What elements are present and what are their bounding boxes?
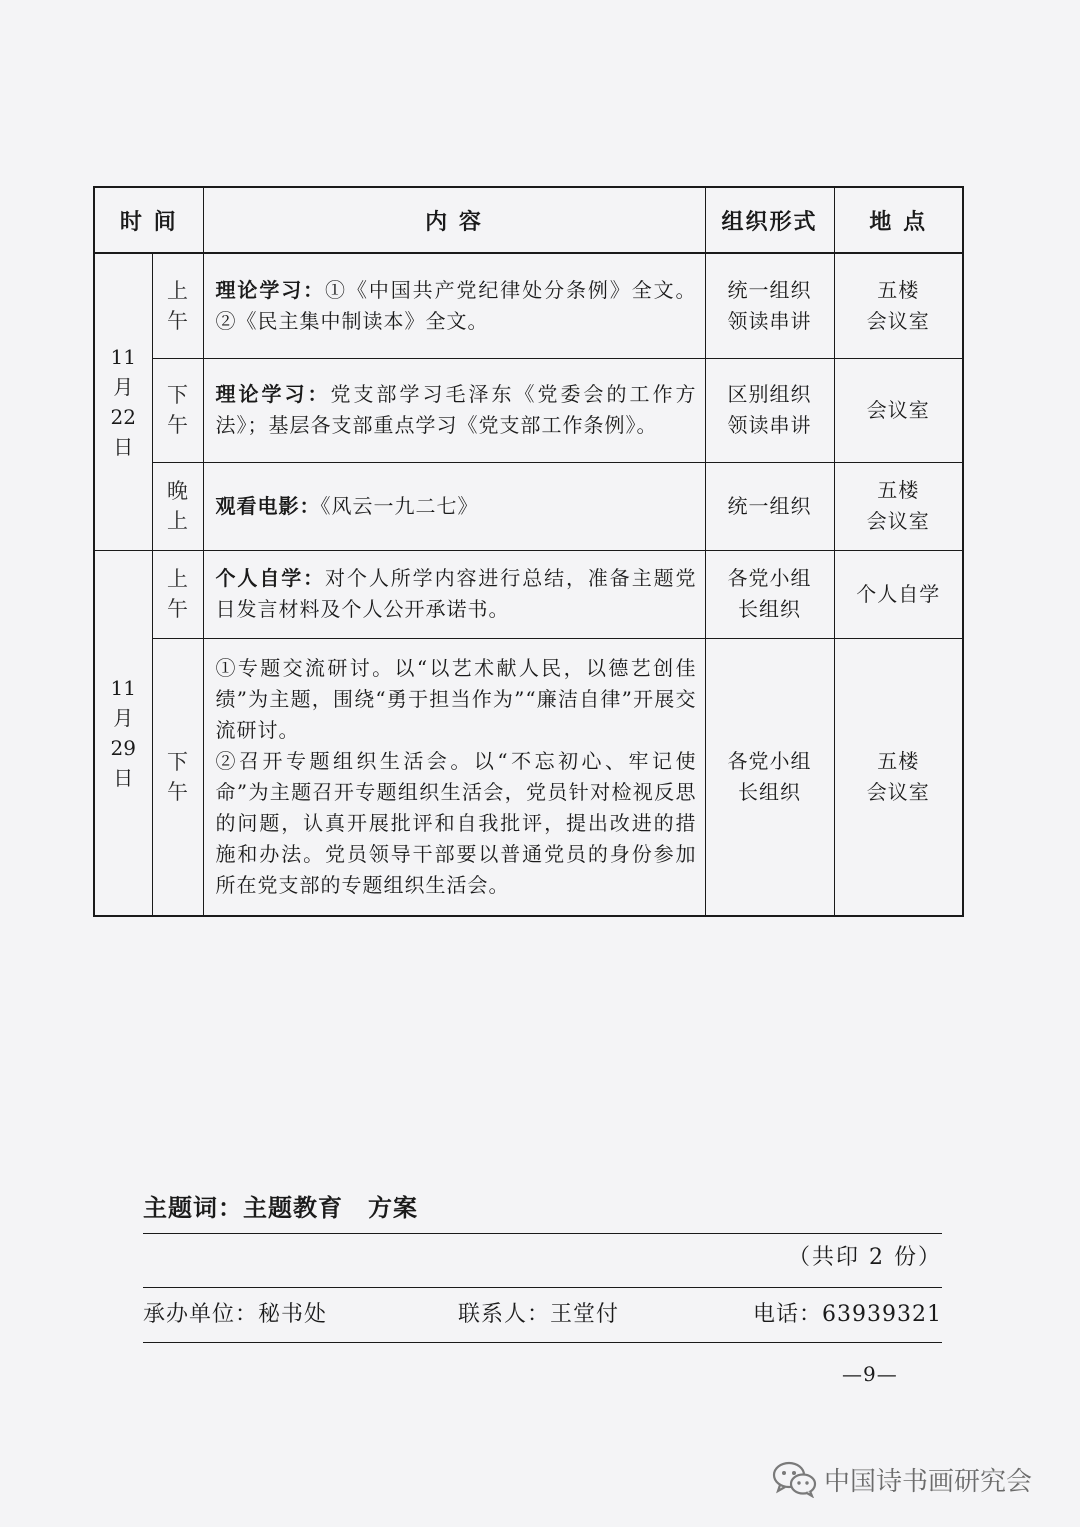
- table-row: [94, 638, 963, 916]
- form-cell: 各党小组 长组织: [705, 550, 834, 638]
- period-cell: 上 午: [152, 550, 203, 638]
- content-paragraph: ②召开专题组织生活会。以“不忘初心、牢记使命”为主题召开专题组织生活会，党员针对检视反思的问题，认真开展批评和自我批评，提出改进的措施和办法。党员领导干部要以普通党员的身份参加所在党支部的专题组织生活会。: [215, 748, 697, 897]
- date-cell-22: 11 月 22 日: [94, 253, 152, 550]
- place-cell: 个人自学: [834, 550, 963, 638]
- header-form: 组织形式: [705, 187, 834, 253]
- table-row: [94, 462, 963, 550]
- form-cell: 统一组织: [705, 462, 834, 550]
- divider: [143, 1342, 942, 1343]
- organizer: 承办单位：秘书处: [143, 1302, 328, 1327]
- content-paragraph: ①专题交流研讨。以“以艺术献人民，以德艺创佳绩”为主题，围绕“勇于担当作为”“廉洁自律”开展交流研讨。: [215, 655, 697, 742]
- period-cell: 晚 上: [152, 462, 203, 550]
- copies-count: （共印 2 份）: [788, 1245, 942, 1270]
- header-content: 内 容: [203, 187, 705, 253]
- content-cell: 理论学习：党支部学习毛泽东《党委会的工作方法》；基层各支部重点学习《党支部工作条例》。: [203, 358, 705, 462]
- schedule-table: [93, 186, 964, 917]
- table-row: [94, 358, 963, 462]
- header-time: 时 间: [94, 187, 203, 253]
- place-cell: 会议室: [834, 358, 963, 462]
- subject-keywords: 主题词：主题教育 方案: [143, 1194, 418, 1222]
- content-cell: 理论学习：①《中国共产党纪律处分条例》全文。②《民主集中制读本》全文。: [203, 253, 705, 358]
- place-cell: 五楼 会议室: [834, 638, 963, 916]
- place-cell: 五楼 会议室: [834, 253, 963, 358]
- date-cell-29: 11 月 29 日: [94, 550, 152, 916]
- header-row: [94, 187, 963, 253]
- period-cell: 下 午: [152, 638, 203, 916]
- divider: [143, 1287, 942, 1288]
- form-cell: 各党小组 长组织: [705, 638, 834, 916]
- divider: [143, 1233, 942, 1234]
- table-row: [94, 253, 963, 358]
- watermark: [772, 1460, 1032, 1498]
- place-cell: 五楼 会议室: [834, 462, 963, 550]
- phone: 电话：63939321: [753, 1302, 942, 1327]
- period-cell: 上 午: [152, 253, 203, 358]
- content-cell: 个人自学：对个人所学内容进行总结，准备主题党日发言材料及个人公开承诺书。: [203, 550, 705, 638]
- header-place: 地 点: [834, 187, 963, 253]
- watermark-text: 中国诗书画研究会: [824, 1466, 1033, 1497]
- form-cell: 统一组织 领读串讲: [705, 253, 834, 358]
- contact-line: [143, 1297, 942, 1328]
- page-number: —9—: [842, 1362, 898, 1386]
- form-cell: 区别组织 领读串讲: [705, 358, 834, 462]
- content-cell: 观看电影：《风云一九二七》: [203, 462, 705, 550]
- wechat-icon: [772, 1460, 818, 1498]
- period-cell: 下 午: [152, 358, 203, 462]
- table-row: [94, 550, 963, 638]
- contact-person: 联系人：王堂付: [458, 1302, 620, 1327]
- content-cell: [203, 638, 705, 916]
